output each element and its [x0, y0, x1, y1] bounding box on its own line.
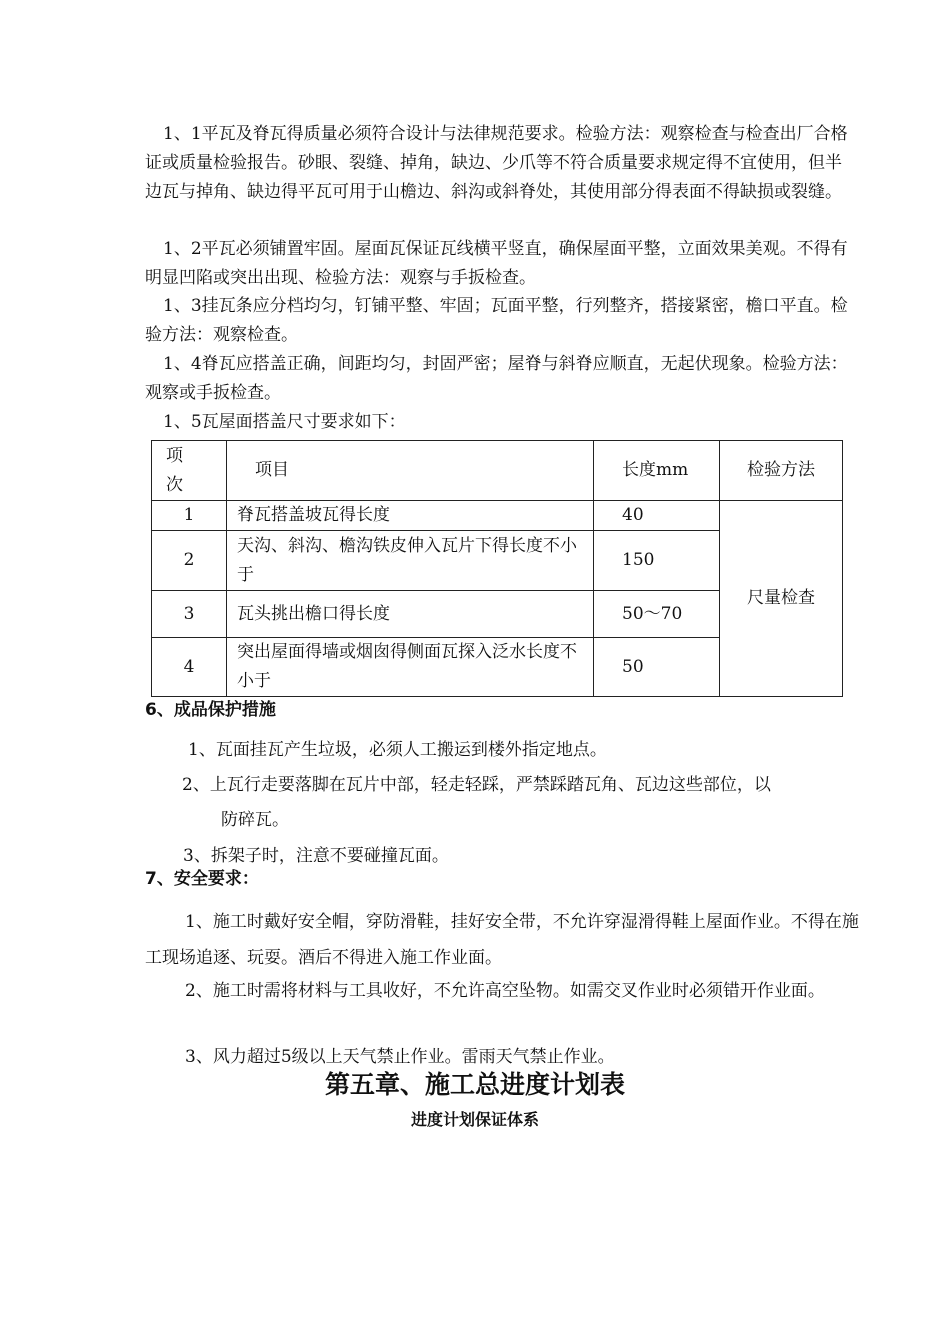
- quality-paragraph-3: 1、3挂瓦条应分档均匀，钉铺平整、牢固；瓦面平整，行列整齐，搭接紧密，檐口平直。检验方法：观察检查。: [145, 296, 848, 345]
- header-method: [720, 441, 843, 501]
- overlap-size-table: [151, 440, 843, 697]
- table-row: [152, 501, 843, 531]
- quality-paragraph-2: 1、2平瓦必须铺置牢固。屋面瓦保证瓦线横平竖直，确保屋面平整，立面效果美观。不得有明显凹陷或突出出现、检验方法：观察与手扳检查。: [145, 239, 848, 288]
- chapter-title: 第五章、施工总进度计划表: [324, 1070, 625, 1099]
- protection-item-3: 3、拆架子时，注意不要碰撞瓦面。: [183, 846, 449, 866]
- header-item-no-text: 项次: [166, 445, 183, 495]
- header-length: [594, 441, 720, 501]
- header-item-no: [152, 441, 227, 501]
- row-no: 4: [152, 638, 227, 697]
- protection-item-2: 2、上瓦行走要落脚在瓦片中部，轻走轻踩，严禁踩踏瓦角、瓦边这些部位，以: [182, 775, 771, 795]
- safety-paragraph-1: 1、施工时戴好安全帽，穿防滑鞋，挂好安全带，不允许穿湿滑得鞋上屋面作业。不得在施工现场追逐、玩耍。酒后不得进入施工作业面。: [145, 912, 859, 968]
- table-header-row: [152, 441, 843, 501]
- safety-heading: 7、安全要求：: [145, 869, 259, 889]
- row-item: 天沟、斜沟、檐沟铁皮伸入瓦片下得长度不小于: [227, 531, 594, 591]
- header-item-text: 项目: [255, 460, 289, 480]
- row-length: 50～70: [594, 591, 720, 638]
- quality-paragraph-4: 1、4脊瓦应搭盖正确，间距均匀，封固严密；屋脊与斜脊应顺直，无起伏现象。检验方法：观察或手扳检查。: [145, 354, 848, 403]
- header-method-text: 检验方法: [747, 460, 815, 480]
- header-item: [227, 441, 594, 501]
- protection-item-1: 1、瓦面挂瓦产生垃圾，必须人工搬运到楼外指定地点。: [188, 740, 607, 760]
- row-no: 2: [152, 531, 227, 591]
- quality-paragraph-5: 1、5瓦屋面搭盖尺寸要求如下：: [163, 412, 406, 432]
- row-no: 1: [152, 501, 227, 531]
- row-no: 3: [152, 591, 227, 638]
- row-length: 50: [594, 638, 720, 697]
- protection-item-2-continued: 防碎瓦。: [221, 810, 289, 830]
- row-length: 150: [594, 531, 720, 591]
- row-item: 突出屋面得墙或烟囱得侧面瓦探入泛水长度不小于: [227, 638, 594, 697]
- row-item: 瓦头挑出檐口得长度: [227, 591, 594, 638]
- row-method: 尺量检查: [720, 501, 843, 697]
- chapter-subtitle: 进度计划保证体系: [410, 1110, 539, 1129]
- protection-heading: 6、成品保护措施: [145, 700, 276, 720]
- row-item: 脊瓦搭盖坡瓦得长度: [227, 501, 594, 531]
- row-length: 40: [594, 501, 720, 531]
- safety-paragraph-2: 2、施工时需将材料与工具收好，不允许高空坠物。如需交叉作业时必须错开作业面。: [185, 981, 825, 1001]
- quality-paragraph-1: 1、1平瓦及脊瓦得质量必须符合设计与法律规范要求。检验方法：观察检查与检查出厂合格证或质量检验报告。砂眼、裂缝、掉角，缺边、少爪等不符合质量要求规定得不宜使用，但半边瓦与掉角、缺边得平瓦可用于山檐边、斜沟或斜脊处，其使用部分得表面不得缺损或裂缝。: [145, 124, 848, 202]
- safety-paragraph-3: 3、风力超过5级以上天气禁止作业。雷雨天气禁止作业。: [185, 1047, 615, 1067]
- header-length-text: 长度mm: [622, 460, 689, 480]
